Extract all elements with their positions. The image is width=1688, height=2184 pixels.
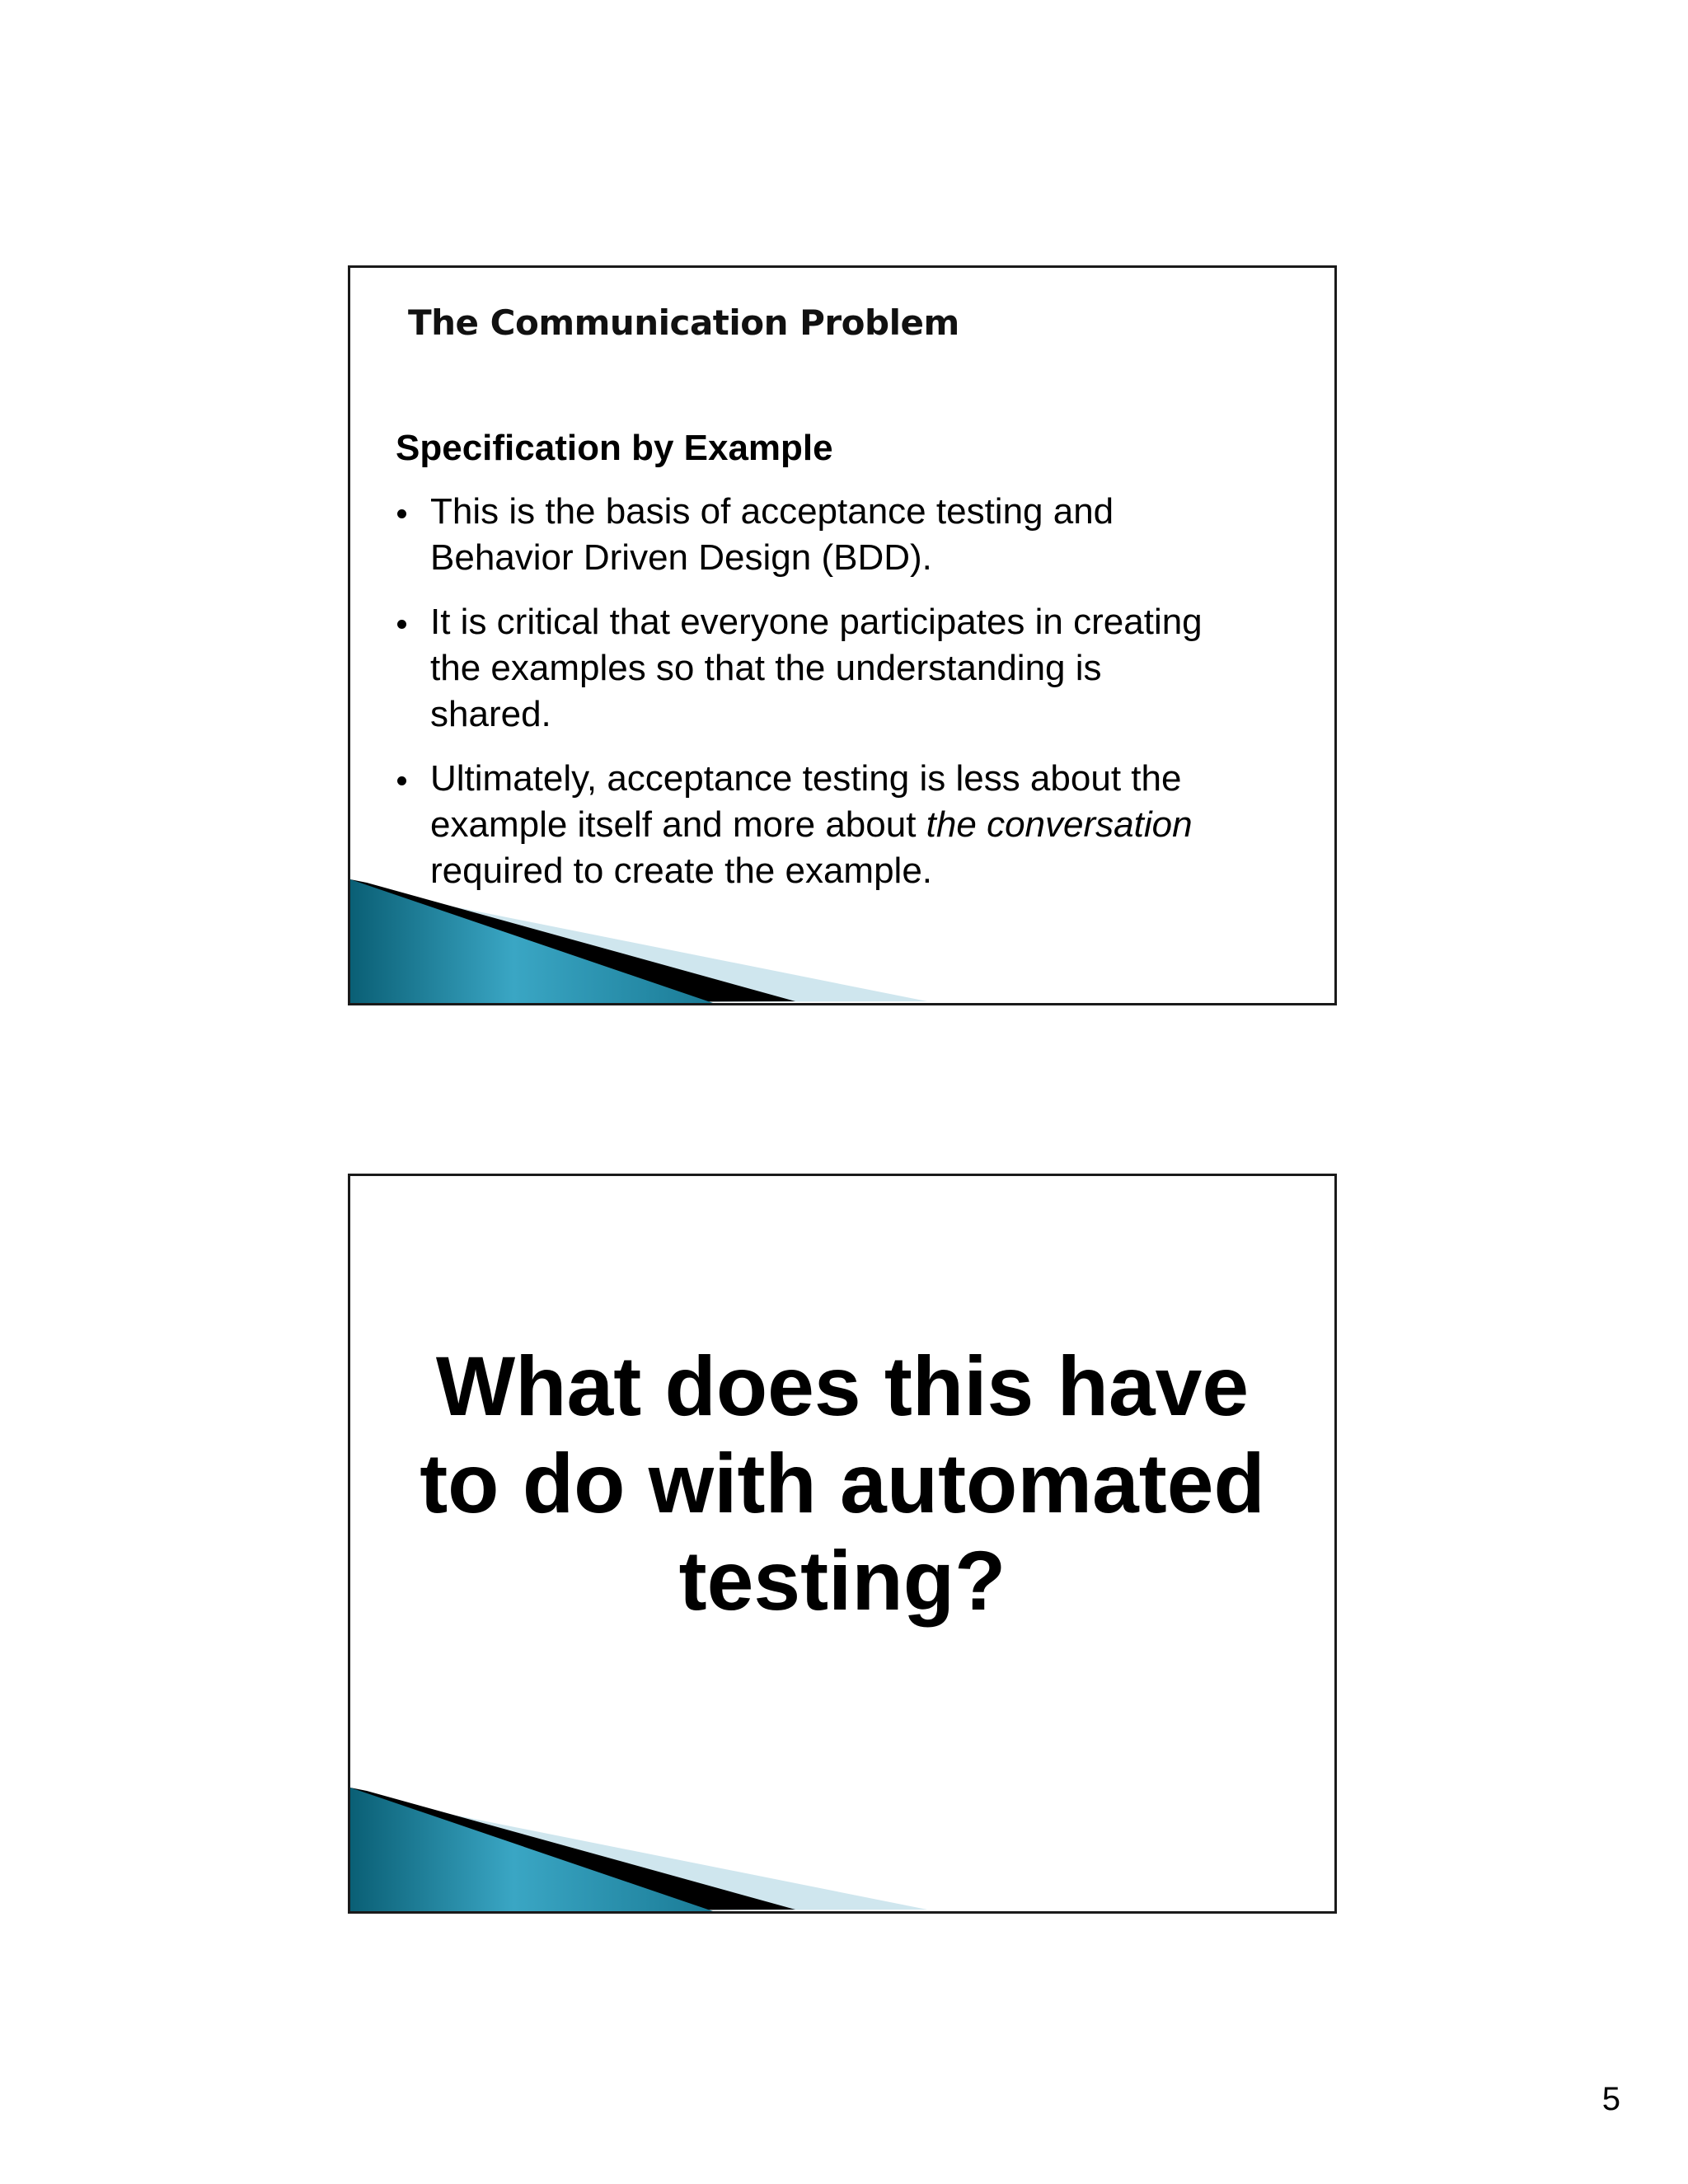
question-line: What does this have xyxy=(435,1339,1250,1433)
slide-swoosh-decoration xyxy=(350,1788,927,1911)
bullet-item xyxy=(396,756,1286,894)
slide-title: The Communication Problem xyxy=(408,302,959,343)
question-line: testing? xyxy=(678,1534,1006,1628)
bullet-text-line: Ultimately, acceptance testing is less about the xyxy=(430,758,1182,799)
bullet-item xyxy=(396,599,1286,738)
bullet-dot-icon xyxy=(397,509,406,518)
bullet-text-line: required to create the example. xyxy=(430,851,933,891)
bullet-text-line: It is critical that everyone participates in creating xyxy=(430,602,1203,642)
bullet-text-line: Behavior Driven Design (BDD). xyxy=(430,537,932,578)
section-heading: Specification by Example xyxy=(396,428,833,468)
slide-automated-testing-question xyxy=(348,1174,1337,1914)
swoosh-blue-band xyxy=(350,879,713,1003)
bullet-text-line: This is the basis of acceptance testing and xyxy=(430,491,1114,532)
page-number: 5 xyxy=(1601,2081,1620,2117)
bullet-list xyxy=(396,489,1286,912)
bullet-text-emphasis: the conversation xyxy=(926,804,1193,845)
bullet-dot-icon xyxy=(397,620,406,629)
bullet-text-line: the examples so that the understanding is xyxy=(430,648,1102,688)
slide-question xyxy=(350,1338,1334,1629)
slide-communication-problem xyxy=(348,265,1337,1005)
bullet-text-line: shared. xyxy=(430,694,551,734)
swoosh-blue-band xyxy=(350,1788,713,1911)
bullet-text-prefix: example itself and more about xyxy=(430,804,926,845)
question-line: to do with automated xyxy=(420,1436,1265,1530)
slide-swoosh-decoration xyxy=(350,879,927,1003)
bullet-dot-icon xyxy=(397,776,406,785)
bullet-item xyxy=(396,489,1286,581)
